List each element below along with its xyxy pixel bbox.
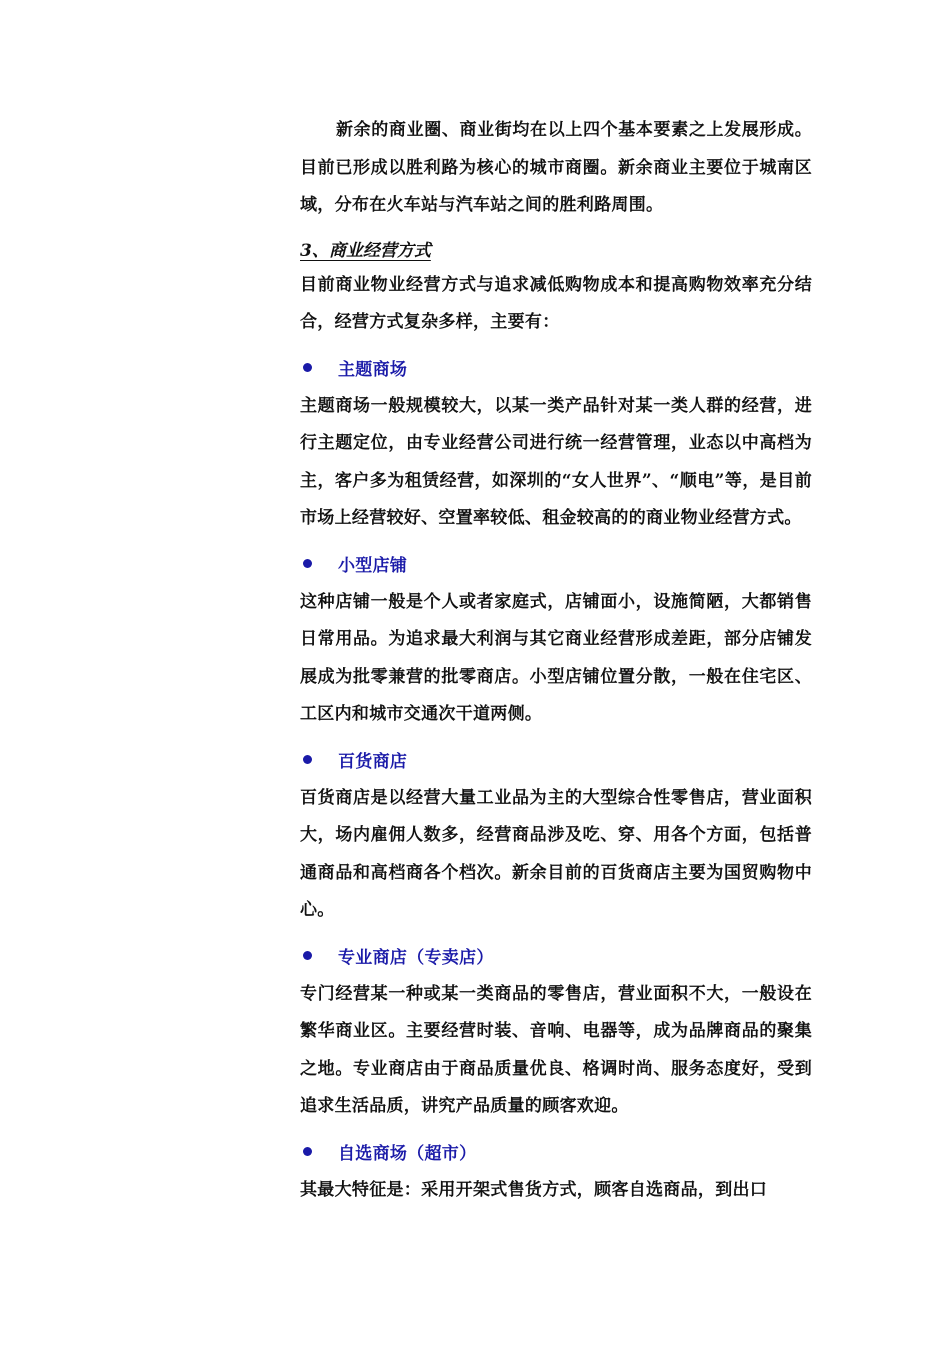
bullet-dot-icon — [303, 559, 312, 568]
bullet-paragraph: 百货商店是以经营大量工业品为主的大型综合性零售店，营业面积大，场内雇佣人数多，经营商品涉及吃、穿、用各个方面，包括普通商品和高档商各个档次。新余目前的百货商店主要为国贸购物中心。 — [300, 787, 812, 920]
bullet-item-supermarket — [300, 1134, 812, 1170]
bullet-item-small-shop — [300, 546, 812, 582]
bullet-title: 自选商场（超市） — [338, 1144, 477, 1164]
section-heading: 3、商业经营方式 — [300, 240, 431, 261]
bullet-dot-icon — [303, 951, 312, 960]
bullet-paragraph: 这种店铺一般是个人或者家庭式，店铺面小，设施简陋，大都销售日常用品。为追求最大利润与其它商业经营形成差距，部分店铺发展成为批零兼营的批零商店。小型店铺位置分散，一般在住宅区、工区内和城市交通次干道两侧。 — [300, 591, 812, 724]
bullet-paragraph: 专门经营某一种或某一类商品的零售店，营业面积不大，一般设在繁华商业区。主要经营时装、音响、电器等，成为品牌商品的聚集之地。专业商店由于商品质量优良、格调时尚、服务态度好，受到追求生活品质，讲究产品质量的顾客欢迎。 — [300, 983, 812, 1116]
bullet-item-department-store — [300, 742, 812, 778]
intro-paragraph: 新余的商业圈、商业街均在以上四个基本要素之上发展形成。目前已形成以胜利路为核心的城市商圈。新余商业主要位于城南区域，分布在火车站与汽车站之间的胜利路周围。 — [300, 120, 812, 215]
section-intro-paragraph: 目前商业物业经营方式与追求减低购物成本和提高购物效率充分结合，经营方式复杂多样，主要有： — [300, 274, 812, 332]
bullet-title: 百货商店 — [338, 752, 408, 772]
bullet-paragraph: 主题商场一般规模较大，以某一类产品针对某一类人群的经营，进行主题定位，由专业经营公司进行统一经营管理，业态以中高档为主，客户多为租赁经营，如深圳的“女人世界”、“顺电”等，是目前市场上经营较好、空置率较低、租金较高的的商业物业经营方式。 — [300, 395, 812, 528]
bullet-paragraph: 其最大特征是：采用开架式售货方式，顾客自选商品，到出口 — [300, 1179, 768, 1200]
bullet-item-specialty-store — [300, 938, 812, 974]
bullet-item-theme-mall — [300, 350, 812, 386]
bullet-dot-icon — [303, 1147, 312, 1156]
bullet-dot-icon — [303, 363, 312, 372]
bullet-title: 专业商店（专卖店） — [338, 948, 494, 968]
page-content — [300, 112, 812, 1209]
bullet-title: 主题商场 — [338, 360, 408, 380]
bullet-title: 小型店铺 — [338, 556, 408, 576]
bullet-dot-icon — [303, 755, 312, 764]
